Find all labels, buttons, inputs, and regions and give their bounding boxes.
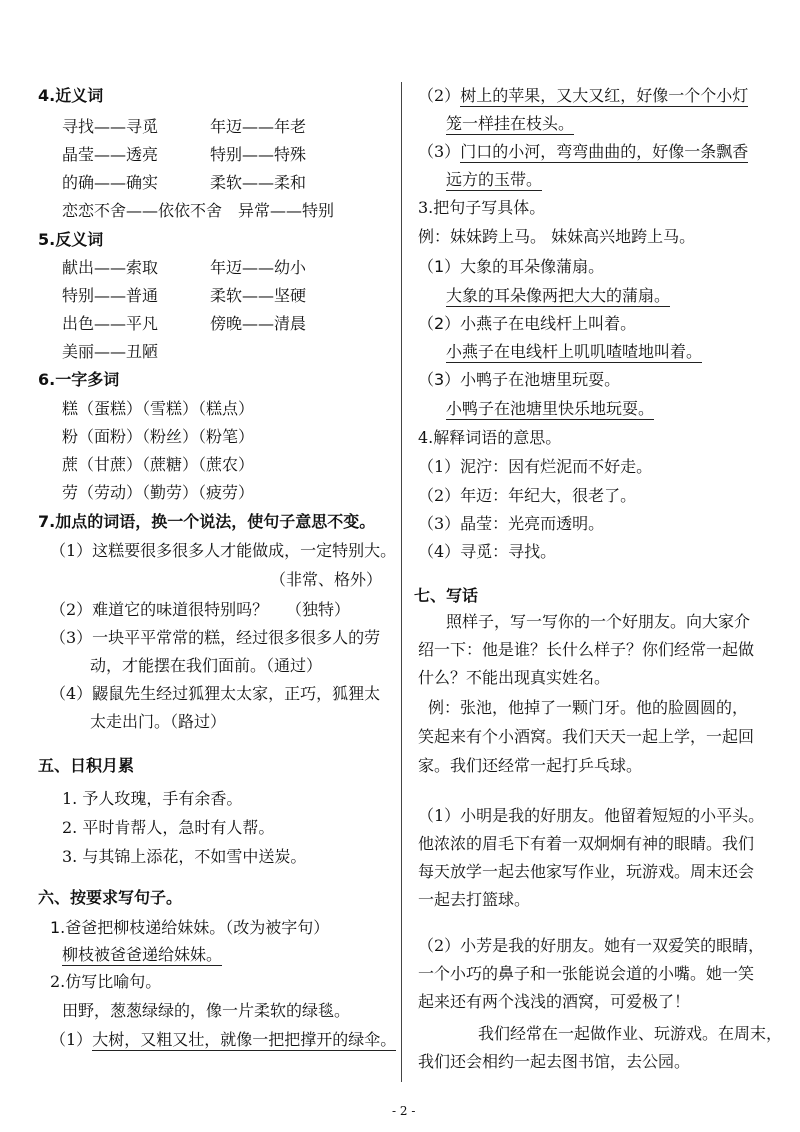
answer-underline: 远方的玉带。 [446,170,543,189]
proverb-line: 3. 与其锦上添花，不如雪中送炭。 [62,847,307,866]
explain-line: （3）晶莹：光亮而透明。 [418,514,605,533]
answer-paragraph: 我们还会相约一起去图书馆，去公园。 [418,1052,691,1071]
simile-answer-cont [446,114,574,134]
answer-paragraph: （2）小芳是我的好朋友。她有一双爱笑的眼睛， [418,936,765,955]
expand-answer [446,399,654,419]
synonym-pair: 柔软——柔和 [210,173,307,192]
antonym-pair: 美丽——丑陋 [62,342,159,361]
synonym-pair: 晶莹——透亮 [62,145,159,164]
page-number: - 2 - [392,1104,416,1118]
rephrase-line: （4）鼹鼠先生经过狐狸太太家，正巧，狐狸太 [50,684,381,703]
proverb-line: 1. 予人玫瑰，手有余香。 [62,789,243,808]
proverb-line: 2. 平时肯帮人，急时有人帮。 [62,818,275,837]
answer-underline: 树上的苹果，又大又红，好像一个个小灯 [460,86,749,105]
antonym-pair: 柔软——坚硬 [210,286,307,305]
writing-prompt: 什么？不能出现真实姓名。 [418,668,611,687]
rephrase-line: 动，才能摆在我们面前。（通过） [90,656,323,675]
expand-question: （3）小鸭子在池塘里玩耍。 [418,370,621,389]
rephrase-answer: （独特） [286,600,351,619]
simile-answer [418,142,748,162]
writing-heading: 七、写话 [414,586,479,605]
expand-heading: 3.把句子写具体。 [418,198,546,217]
item-prefix: （1） [50,1030,93,1049]
explain-line: （2）年迈：年纪大，很老了。 [418,486,637,505]
multi-word-heading: 6.一字多词 [38,370,120,389]
answer-underline: 门口的小河，弯弯曲曲的，好像一条飘香 [460,142,749,161]
antonym-pair: 献出——索取 [62,258,159,277]
multi-word-line: 劳（劳动）（勤劳）（疲劳） [62,483,255,502]
passive-question: 1.爸爸把柳枝递给妹妹。（改为被字句） [50,918,330,937]
write-sentences-heading: 六、按要求写句子。 [38,888,183,907]
expand-answer [446,342,702,362]
synonym-pair: 年迈——年老 [210,117,307,136]
antonym-pair: 傍晚——清晨 [210,314,307,333]
answer-paragraph: 起来还有两个浅浅的酒窝，可爱极了！ [418,992,691,1011]
expand-question: （2）小燕子在电线杆上叫着。 [418,314,637,333]
explain-heading: 4.解释词语的意思。 [418,428,562,447]
item-prefix: （3） [418,142,461,161]
writing-prompt: 照样子，写一写你的一个好朋友。向大家介 [446,612,751,631]
multi-word-line: 糕（蛋糕）（雪糕）（糕点） [62,399,255,418]
simile-answer-cont [446,170,542,190]
writing-example: 例：张池，他掉了一颗门牙。他的脸圆圆的， [428,698,749,717]
answer-paragraph: 一起去打篮球。 [418,890,531,909]
answer-underline: 大树，又粗又壮，就像一把把撑开的绿伞。 [92,1030,397,1049]
answer-paragraph: 每天放学一起去他家写作业，玩游戏。周末还会 [418,862,755,881]
answer-paragraph: （1）小明是我的好朋友。他留着短短的小平头。 [418,806,765,825]
rephrase-line: （2）难道它的味道很特别吗？ [50,600,269,619]
rephrase-answer: （非常、格外） [270,570,383,589]
explain-line: （4）寻觅：寻找。 [418,542,557,561]
synonym-pair: 特别——特殊 [210,145,307,164]
answer-underline: 柳枝被爸爸递给妹妹。 [62,945,223,964]
rephrase-line: 太走出门。（路过） [90,712,227,731]
answer-paragraph: 他浓浓的眉毛下有着一双炯炯有神的眼睛。我们 [418,834,755,853]
answer-paragraph: 一个小巧的鼻子和一张能说会道的小嘴。她一笑 [418,964,755,983]
expand-example: 例：妹妹跨上马。 妹妹高兴地跨上马。 [418,227,696,246]
rephrase-heading: 7.加点的词语，换一个说法，使句子意思不变。 [38,512,376,531]
antonyms-heading: 5.反义词 [38,230,104,249]
synonym-pair: 异常——特别 [238,201,335,220]
answer-underline: 小燕子在电线杆上叽叽喳喳地叫着。 [446,342,703,361]
antonym-pair: 年迈——幼小 [210,258,307,277]
expand-question: （1）大象的耳朵像蒲扇。 [418,257,605,276]
column-divider [401,82,402,1082]
expand-answer [446,286,670,306]
simile-answer [50,1030,396,1050]
simile-example: 田野，葱葱绿绿的，像一片柔软的绿毯。 [62,1001,351,1020]
rephrase-line: （3）一块平平常常的糕，经过很多很多人的劳 [50,628,381,647]
daily-accumulation-heading: 五、日积月累 [38,756,135,775]
synonym-pair: 恋恋不舍——依依不舍 [62,201,223,220]
writing-example: 家。我们还经常一起打乒乓球。 [418,756,643,775]
answer-underline: 大象的耳朵像两把大大的蒲扇。 [446,286,671,305]
synonyms-heading: 4.近义词 [38,86,104,105]
answer-underline: 小鸭子在池塘里快乐地玩耍。 [446,399,655,418]
passive-answer [62,945,222,965]
synonym-pair: 寻找——寻觅 [62,117,159,136]
item-prefix: （2） [418,86,461,105]
synonym-pair: 的确——确实 [62,173,159,192]
simile-answer [418,86,748,106]
multi-word-line: 粉（面粉）（粉丝）（粉笔） [62,427,255,446]
writing-example: 笑起来有个小酒窝。我们天天一起上学，一起回 [418,727,755,746]
answer-underline: 笼一样挂在枝头。 [446,114,575,133]
antonym-pair: 出色——平凡 [62,314,159,333]
answer-paragraph: 我们经常在一起做作业、玩游戏。在周末， [478,1024,783,1043]
rephrase-line: （1）这糕要很多很多人才能做成，一定特别大。 [50,541,397,560]
antonym-pair: 特别——普通 [62,286,159,305]
writing-prompt: 绍一下：他是谁？长什么样子？你们经常一起做 [418,640,755,659]
multi-word-line: 蔗（甘蔗）（蔗糖）（蔗农） [62,455,255,474]
explain-line: （1）泥泞：因有烂泥而不好走。 [418,457,653,476]
simile-question: 2.仿写比喻句。 [50,972,162,991]
